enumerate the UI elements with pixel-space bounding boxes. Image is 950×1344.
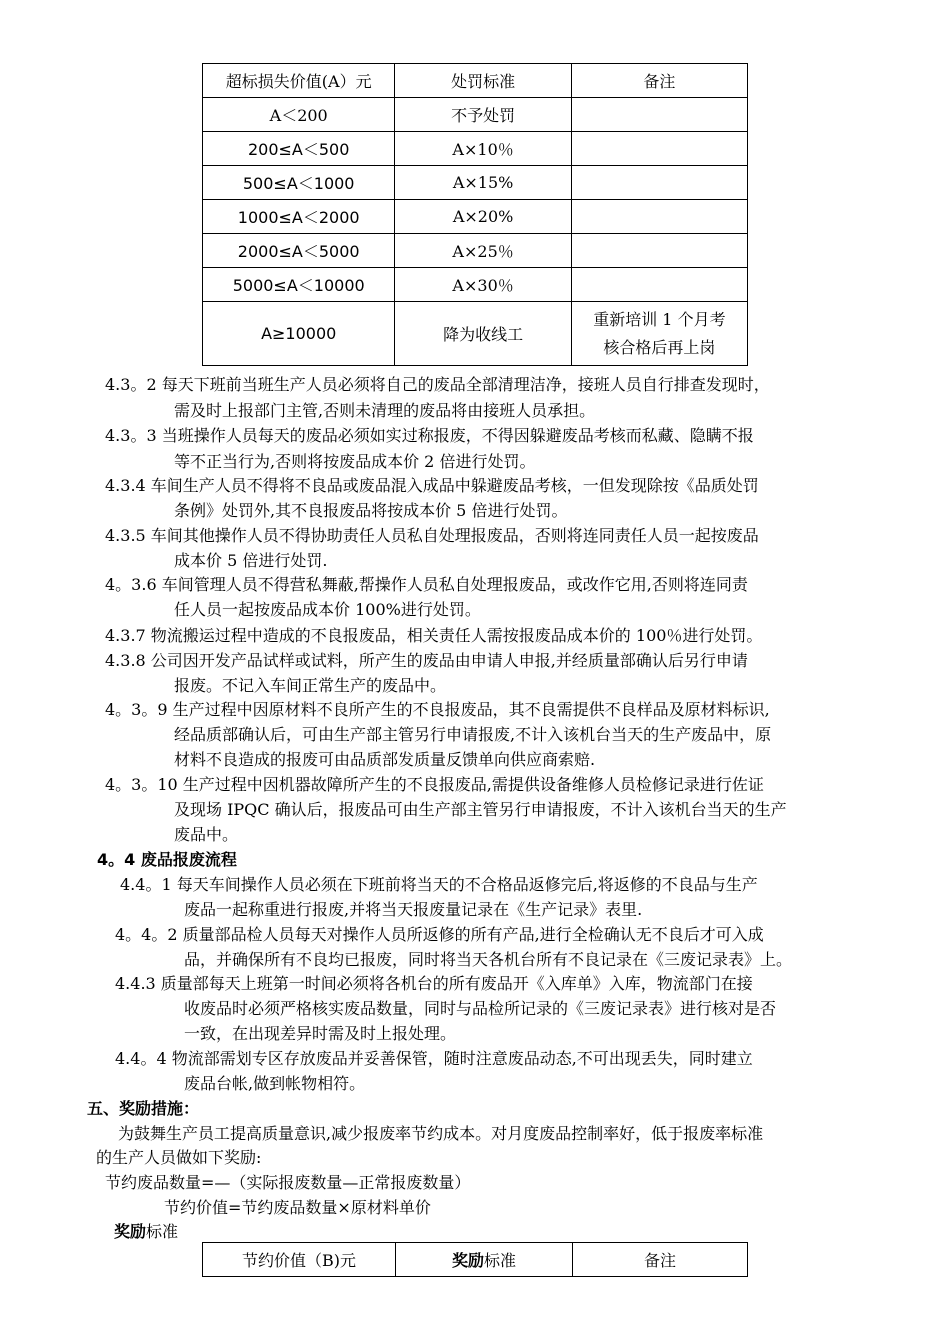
clause-line: 4.3.4 车间生产人员不得将不良品或废品混入成品中躲避废品考核，一但发现除按《品质处罚 xyxy=(105,476,759,495)
standard-cell: A×15% xyxy=(395,166,571,200)
header-bold: 奖励 xyxy=(451,1251,484,1270)
paragraph-line: 为鼓舞生产员工提高质量意识,减少报废率节约成本。对月度废品控制率好，低于报废率标准 xyxy=(118,1124,764,1143)
range-cell: 500≤A＜1000 xyxy=(203,166,395,200)
note-cell xyxy=(571,200,747,234)
note-cell xyxy=(571,132,747,166)
penalty-table xyxy=(202,63,748,366)
section-heading: 五、奖励措施： xyxy=(87,1099,200,1118)
range-cell: 5000≤A＜10000 xyxy=(203,268,395,302)
header-cell: 处罚标准 xyxy=(395,64,571,98)
standard-cell: A×10％ xyxy=(395,132,571,166)
header-rest: 标准 xyxy=(484,1251,517,1270)
note-line: 核合格后再上岗 xyxy=(603,337,716,357)
range-cell: A＜200 xyxy=(203,98,395,132)
clause-line: 4。3。10 生产过程中因机器故障所产生的不良报废品,需提供设备维修人员检修记录进行佐证 xyxy=(105,775,764,794)
standard-cell: A×20% xyxy=(395,200,571,234)
clause-line: 4。4。2 质量部品检人员每天对操作人员所返修的所有产品,进行全检确认无不良后才可入成 xyxy=(115,925,764,944)
clause-line: 4.3.5 车间其他操作人员不得协助责任人员私自处理报废品，否则将连同责任人员一起按废品 xyxy=(105,526,759,545)
clause-line: 4.4。1 每天车间操作人员必须在下班前将当天的不合格品返修完后,将返修的不良品与生产 xyxy=(120,875,758,894)
clause-line: 等不正当行为,否则将按废品成本价 2 倍进行处罚。 xyxy=(174,452,536,471)
clause-line: 经品质部确认后，可由生产部主管另行申请报废,不计入该机台当天的生产废品中，原 xyxy=(174,725,772,744)
note-cell xyxy=(571,302,747,366)
note-cell xyxy=(571,268,747,302)
header-cell xyxy=(396,1243,573,1277)
standard-cell: A×25％ xyxy=(395,234,571,268)
standard-cell: A×30％ xyxy=(395,268,571,302)
note-line: 重新培训 1 个月考 xyxy=(593,309,726,329)
clause-line: 4。3.6 车间管理人员不得营私舞蔽,帮操作人员私自处理报废品，或改作它用,否则将连同责 xyxy=(105,575,748,594)
clause-line: 4.4.3 质量部每天上班第一时间必须将各机台的所有废品开《入库单》入库，物流部门在接 xyxy=(115,974,753,993)
clause-line: 废品台帐,做到帐物相符。 xyxy=(184,1074,366,1093)
clause-line: 废品一起称重进行报废,并将当天报废量记录在《生产记录》表里. xyxy=(184,900,643,919)
range-cell: 2000≤A＜5000 xyxy=(203,234,395,268)
table-row xyxy=(203,98,748,132)
paragraph-line: 的生产人员做如下奖励: xyxy=(96,1148,262,1167)
header-cell: 超标损失价值(A）元 xyxy=(203,64,395,98)
table-header-row xyxy=(203,1243,748,1277)
clause-line: 废品中。 xyxy=(174,825,239,844)
clause-line: 4。3。9 生产过程中因原材料不良所产生的不良报废品，其不良需提供不良样品及原材料标识, xyxy=(105,700,770,719)
note-cell xyxy=(571,234,747,268)
clause-line: 任人员一起按废品成本价 100%进行处罚。 xyxy=(174,600,481,619)
table-header-row xyxy=(203,64,748,98)
label-rest: 标准 xyxy=(146,1222,179,1241)
clause-line: 材料不良造成的报废可由品质部发质量反馈单向供应商索赔. xyxy=(174,750,596,769)
label-bold: 奖励 xyxy=(114,1222,147,1241)
section-heading: 4。4 废品报废流程 xyxy=(97,850,237,869)
reward-standard-label xyxy=(114,1219,178,1242)
table-row xyxy=(203,166,748,200)
clause-line: 一致，在出现差异时需及时上报处理。 xyxy=(184,1024,457,1043)
range-cell: 1000≤A＜2000 xyxy=(203,200,395,234)
clause-line: 收废品时必须严格核实废品数量，同时与品检所记录的《三废记录表》进行核对是否 xyxy=(184,999,777,1018)
note-cell xyxy=(571,166,747,200)
table-row xyxy=(203,234,748,268)
clause-line: 需及时上报部门主管,否则未清理的废品将由接班人员承担。 xyxy=(174,401,596,420)
table-row xyxy=(203,302,748,366)
table-row xyxy=(203,268,748,302)
header-cell: 备注 xyxy=(573,1243,748,1277)
clause-line: 及现场 IPQC 确认后，报废品可由生产部主管另行申请报废，不计入该机台当天的生产 xyxy=(174,800,787,819)
header-cell: 节约价值（B)元 xyxy=(203,1243,396,1277)
standard-cell: 降为收线工 xyxy=(395,302,571,366)
formula-line: 节约价值=节约废品数量×原材料单价 xyxy=(164,1198,431,1217)
header-cell: 备注 xyxy=(571,64,747,98)
clause-line: 4.3.8 公司因开发产品试样或试料，所产生的废品由申请人申报,并经质量部确认后另行申请 xyxy=(105,651,748,670)
table-row xyxy=(203,132,748,166)
clause-line: 4.3。3 当班操作人员每天的废品必须如实过称报废，不得因躲避废品考核而私藏、隐瞒不报 xyxy=(105,426,754,445)
clause-line: 4.4。4 物流部需划专区存放废品并妥善保管，随时注意废品动态,不可出现丢失，同时建立 xyxy=(115,1049,753,1068)
clause-line: 成本价 5 倍进行处罚. xyxy=(174,551,328,570)
range-cell: A≥10000 xyxy=(203,302,395,366)
standard-cell: 不予处罚 xyxy=(395,98,571,132)
clause-line: 4.3.7 物流搬运过程中造成的不良报废品，相关责任人需按报废品成本价的 100％进行处罚。 xyxy=(105,626,763,645)
note-cell xyxy=(571,98,747,132)
range-cell: 200≤A＜500 xyxy=(203,132,395,166)
clause-line: 报废。不记入车间正常生产的废品中。 xyxy=(174,676,447,695)
formula-line: 节约废品数量=—（实际报废数量—正常报废数量） xyxy=(105,1173,471,1192)
clause-line: 品，并确保所有不良均已报废，同时将当天各机台所有不良记录在《三废记录表》上。 xyxy=(184,950,793,969)
reward-table xyxy=(202,1242,748,1277)
clause-line: 4.3。2 每天下班前当班生产人员必须将自己的废品全部清理洁净，接班人员自行排查发现时， xyxy=(105,375,770,394)
table-row xyxy=(203,200,748,234)
clause-line: 条例》处罚外,其不良报废品将按成本价 5 倍进行处罚。 xyxy=(174,501,568,520)
